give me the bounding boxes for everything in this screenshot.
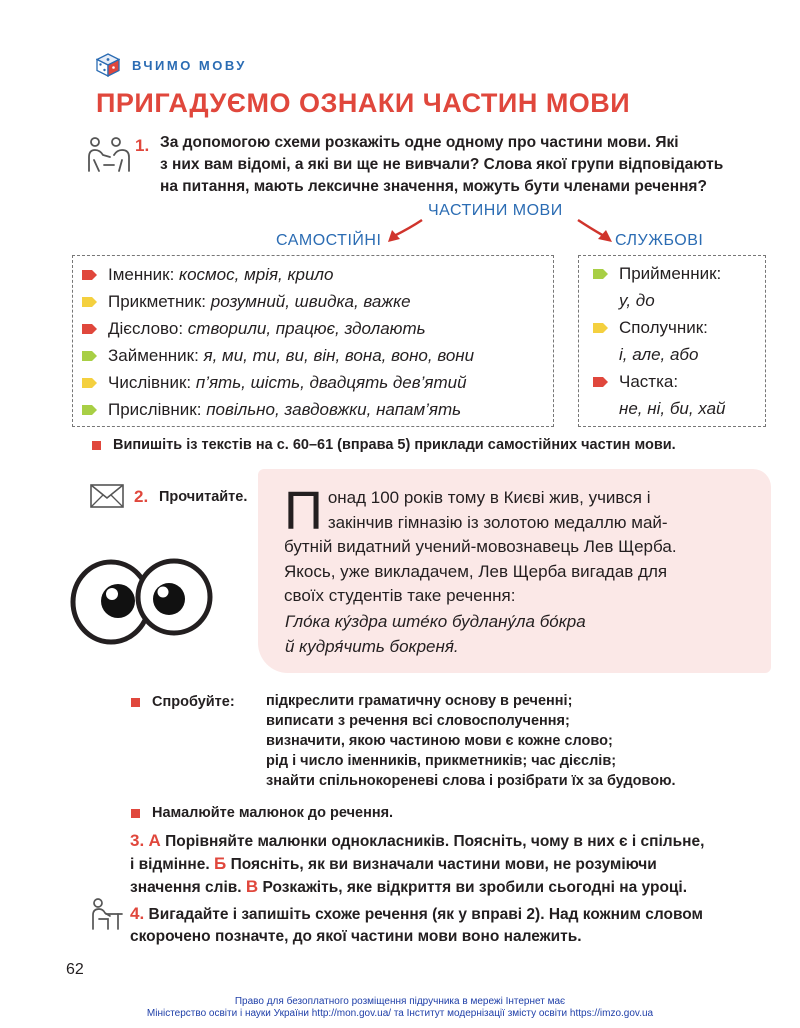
green-marker-icon — [82, 350, 98, 362]
yellow-marker-icon — [82, 296, 98, 308]
try-item: виписати з речення всі словосполучення; — [266, 713, 570, 729]
draw-task: Намалюйте малюнок до речення. — [131, 805, 393, 821]
try-item: визначити, якою частиною мови є кожне слово; — [266, 733, 613, 749]
task2-number: 2. — [134, 487, 149, 506]
task3-text: 3. А Порівняйте малюнки однокласників. Поясніть, чому в них є і спільне, і відмінне. Б Поясніть, як ви визначали частини мови, не розуміючи значення слів. В Розкажіть, яке відкриття ви зробили сьогодні на уроці. — [130, 831, 705, 896]
list-item: Займенник: я, ми, ти, ви, він, вона, воно, вони — [82, 342, 474, 369]
red-marker-icon — [82, 269, 98, 281]
envelope-icon — [90, 484, 124, 508]
list-item: Іменник: космос, мрія, крило — [82, 261, 474, 288]
page-title: ПРИГАДУЄМО ОЗНАКИ ЧАСТИН МОВИ — [96, 88, 631, 118]
header-label: ВЧИМО МОВУ — [132, 57, 247, 73]
service-examples: у, до — [619, 291, 655, 310]
task1-line: За допомогою схеми розкажіть одне одному про частини мови. Які — [160, 134, 679, 151]
section-header — [96, 53, 247, 77]
footer-line: Міністерство освіти і науки України http://mon.gov.ua/ та Інститут модернізації змісту освіти https://imzo.gov.ua — [146, 1008, 654, 1019]
page-number: 62 — [66, 961, 84, 978]
task1-line: з них вам відомі, а які ви ще не вивчали? Слова якої групи відповідають — [160, 156, 724, 173]
task1-number: 1. — [135, 136, 150, 155]
green-marker-icon — [82, 404, 98, 416]
list-item: Дієслово: створили, працює, здолають — [82, 315, 474, 342]
story-text: П онад 100 років тому в Києві жив, учився і закінчив гімназію із золотою медаллю май- бутній видатний учений-мовознавець Лев Щерба. Якось, уже викладачем, Лев Щерба вигадав для своїх студентів таке речення: — [284, 481, 677, 605]
green-marker-icon — [593, 268, 609, 280]
list-item: Прикметник: розумний, швидка, важке — [82, 288, 474, 315]
try-list — [266, 691, 676, 791]
try-item: підкреслити граматичну основу в реченні; — [266, 693, 573, 709]
dice-icon — [96, 53, 120, 77]
try-item: знайти спільнокореневі слова і розібрати їх за будовою. — [266, 773, 676, 789]
task1-text — [135, 132, 745, 198]
red-marker-icon — [593, 376, 609, 388]
scheme-root: ЧАСТИНИ МОВИ — [428, 202, 563, 219]
service-examples: не, ні, би, хай — [619, 399, 726, 418]
independent-list — [82, 261, 474, 423]
bullet-square — [131, 698, 140, 707]
yellow-marker-icon — [82, 377, 98, 389]
task1-extra: Випишіть із текстів на с. 60–61 (вправа 5) приклади самостійних частин мови. — [92, 437, 676, 453]
writing-person-icon — [88, 897, 124, 931]
list-item: Прийменник: — [593, 260, 726, 287]
footer-line: Право для безоплатного розміщення підручника в мережі Інтернет має — [234, 996, 566, 1007]
service-label: СЛУЖБОВІ — [615, 232, 704, 249]
service-examples: і, але, або — [619, 345, 699, 364]
bullet-square — [92, 441, 101, 450]
task4-text: 4. Вигадайте і запишіть схоже речення (як у вправі 2). Над кожним словом скорочено позначте, до якої частини мови воно належить. — [130, 904, 704, 945]
drop-cap: П — [284, 481, 323, 541]
list-item: Числівник: п’ять, шість, двадцять дев’ятий — [82, 369, 474, 396]
list-item: Сполучник: — [593, 314, 726, 341]
cartoon-eyes-image — [66, 556, 216, 646]
scheme-arrows — [380, 210, 620, 250]
list-item: Прислівник: повільно, завдовжки, напам’ять — [82, 396, 474, 423]
task2-label: Прочитайте. — [159, 489, 248, 505]
try-label: Спробуйте: — [131, 694, 235, 710]
service-list — [593, 260, 726, 422]
discussion-icon — [86, 135, 132, 173]
red-marker-icon — [82, 323, 98, 335]
independent-label: САМОСТІЙНІ — [276, 232, 382, 249]
list-item: Частка: — [593, 368, 726, 395]
yellow-marker-icon — [593, 322, 609, 334]
task1-line: на питання, мають лексичне значення, можуть бути членами речення? — [160, 178, 707, 195]
bullet-square — [131, 809, 140, 818]
nonsense-sentence: Гло́ка ку́здра ште́ко будлану́ла бо́кра й кудря́чить бокреня́. — [285, 612, 586, 656]
try-item: рід і число іменників, прикметників; час дієслів; — [266, 753, 617, 769]
